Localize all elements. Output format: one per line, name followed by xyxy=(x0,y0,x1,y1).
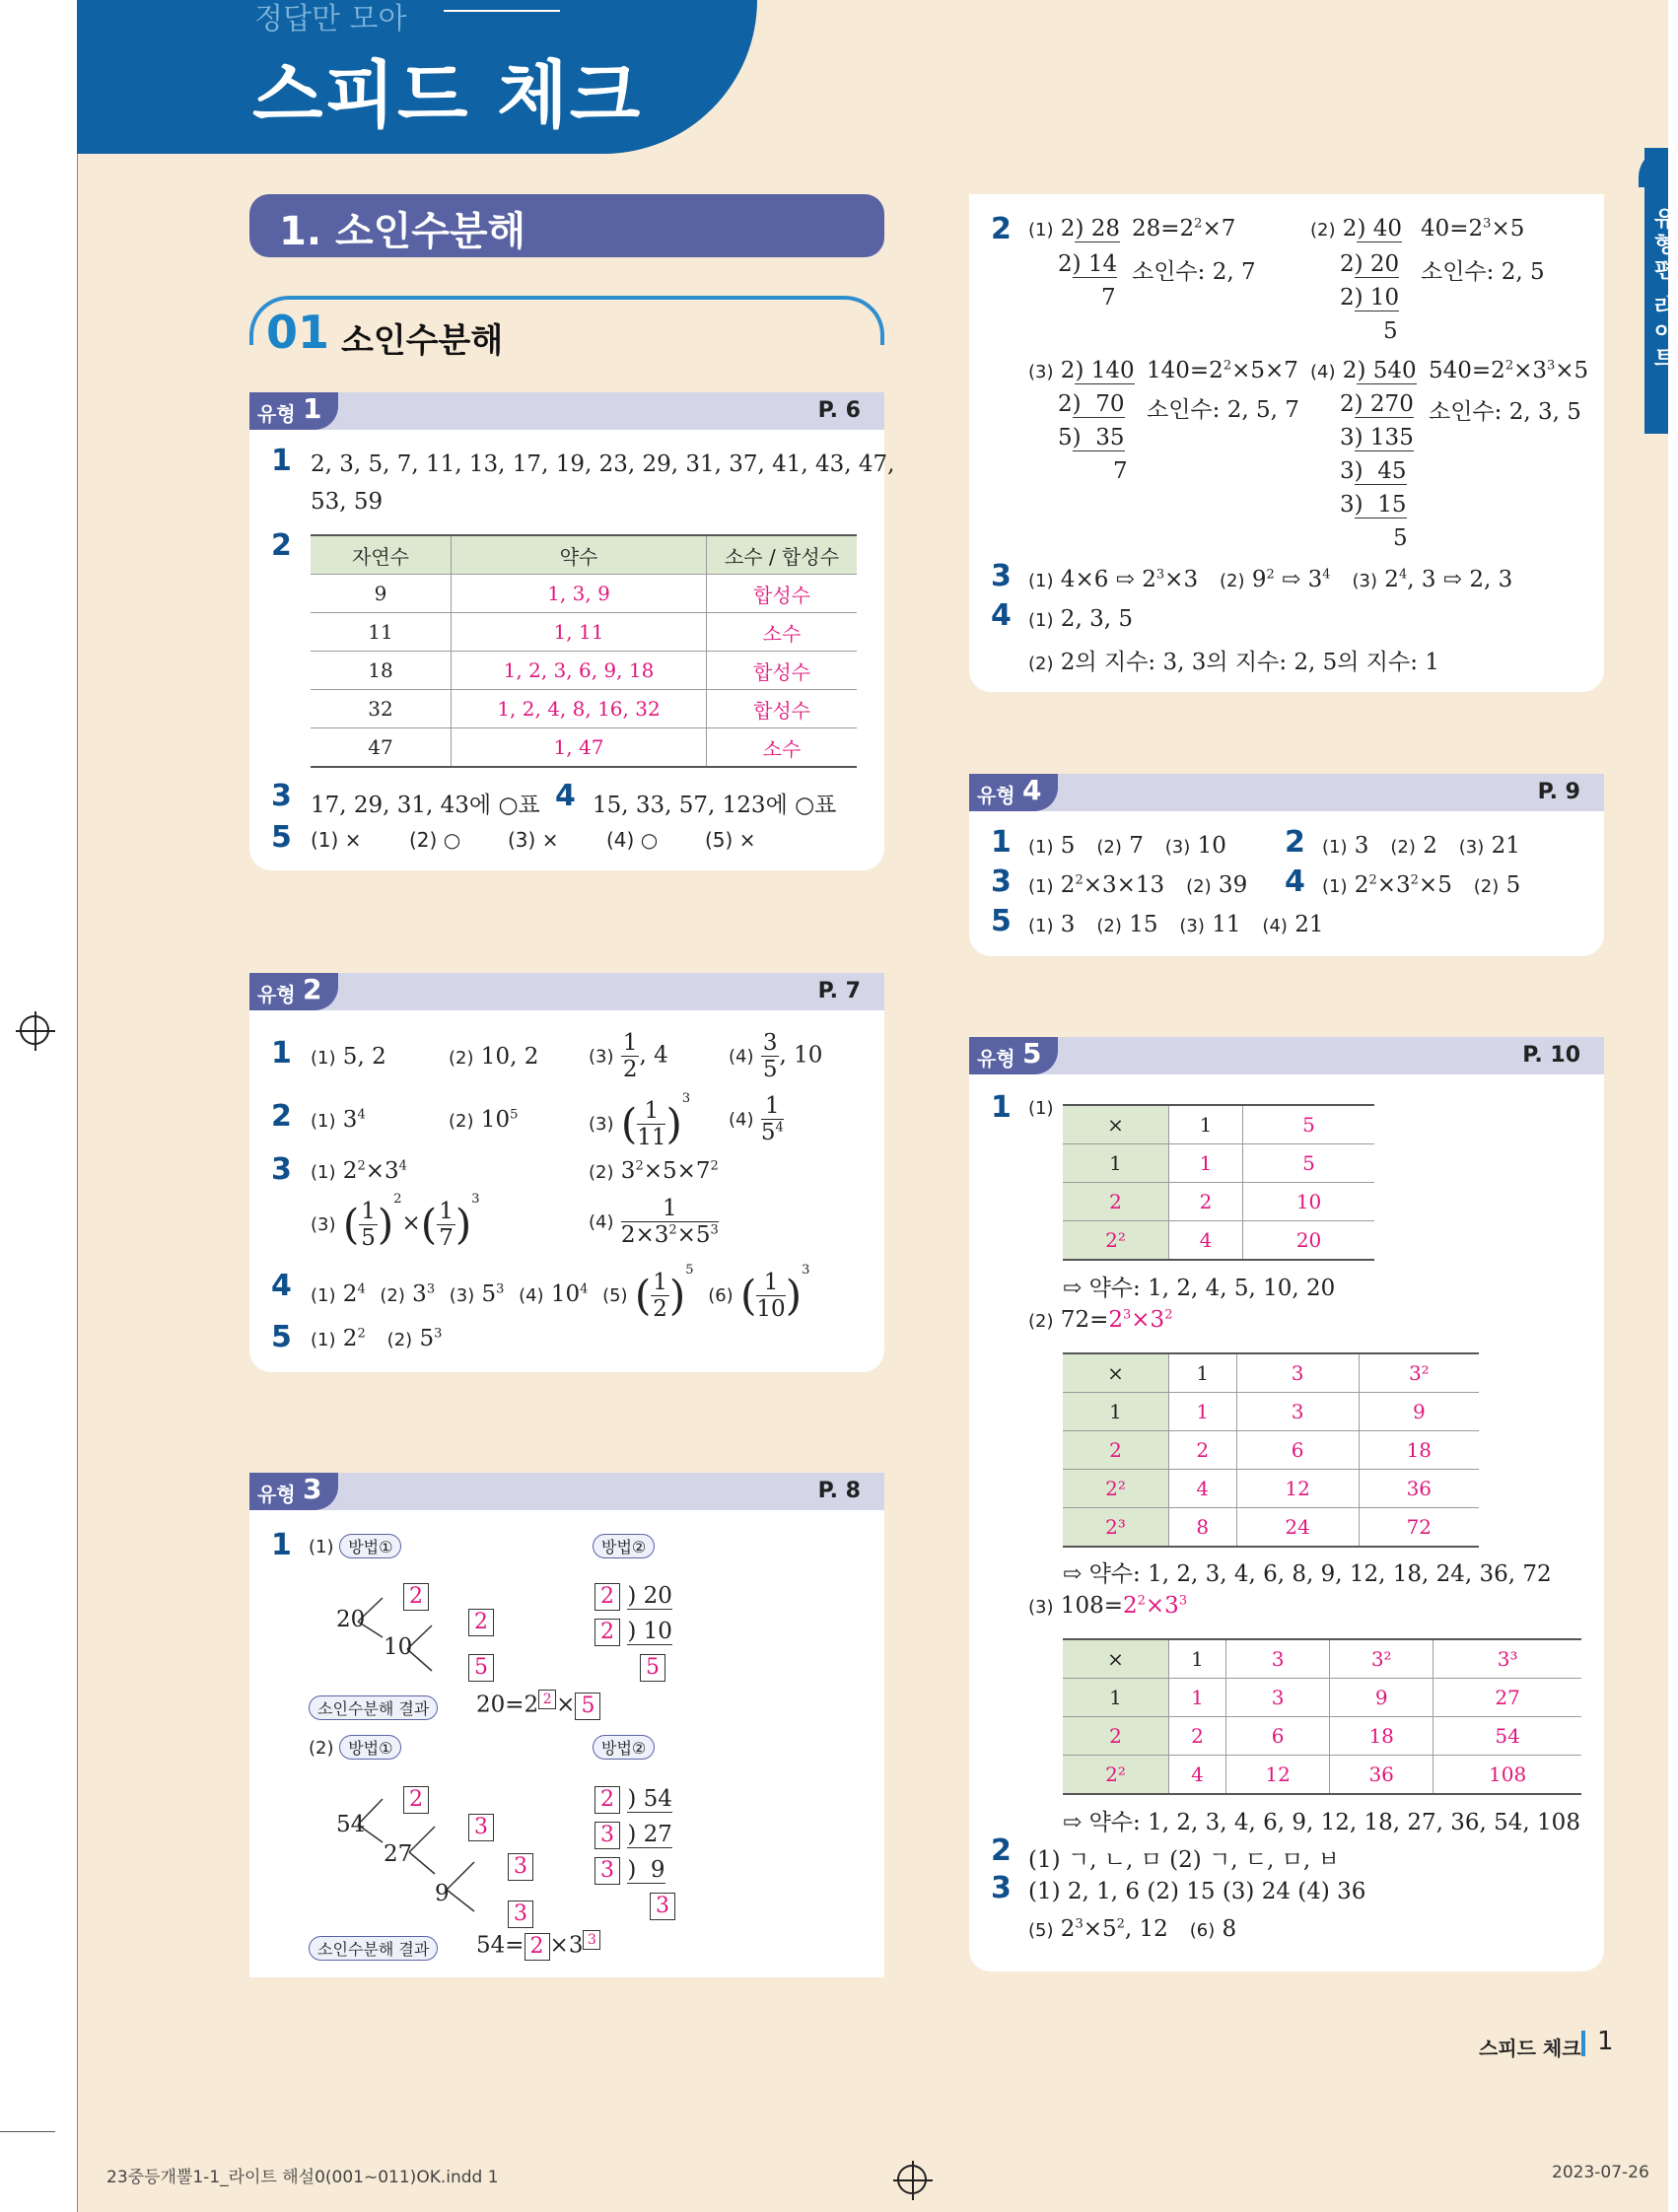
type-2-pill xyxy=(249,973,338,1010)
division-block: 2) 14 xyxy=(1058,251,1118,277)
sub-question: (2) 방법① xyxy=(309,1735,401,1760)
crop-mark xyxy=(0,2131,55,2132)
table-cell: 54 xyxy=(1433,1717,1581,1756)
type-1-pill xyxy=(249,392,338,430)
table-header-cell: 약수 xyxy=(452,535,707,575)
tree-node: 54 xyxy=(336,1812,366,1837)
table-cell: 2 xyxy=(1169,1183,1243,1221)
answer-text: (1) ㄱ, ㄴ, ㅁ (2) ㄱ, ㄷ, ㅁ, ㅂ xyxy=(1028,1847,1340,1873)
answer-text: (1) $2^2$ (2) $5^3$ xyxy=(311,1326,443,1351)
footer-page-number: 1 xyxy=(1597,2027,1614,2056)
answer-text: 2, 3, 5, 7, 11, 13, 17, 19, 23, 29, 31, 37, 41, 43, 47, xyxy=(311,451,895,477)
table-cell: 2² xyxy=(1063,1221,1169,1261)
question-number: 2 xyxy=(1285,825,1305,860)
division-block: 2) 20 xyxy=(1340,251,1400,277)
division-block: 3) 15 xyxy=(1340,492,1407,518)
result-badge: 소인수분해 결과 xyxy=(309,1695,438,1720)
answer-text: 소인수: 2, 3, 5 xyxy=(1429,399,1581,425)
answer-text: (3) ( $\frac{1}{11}$ )$^3$ xyxy=(589,1091,691,1150)
table-header-cell: 5 xyxy=(1243,1105,1374,1144)
question-number: 5 xyxy=(991,904,1012,938)
footer-title: 스피드 체크 xyxy=(1479,2037,1581,2060)
table-header-cell: 1 xyxy=(1169,1639,1226,1679)
answer-text: (4) $\frac{1}{5^4}$ xyxy=(729,1093,784,1145)
table-cell: 1 xyxy=(1063,1393,1169,1431)
tree-leaf: 5 xyxy=(468,1654,494,1682)
question-number: 3 xyxy=(271,1152,292,1187)
type-1-page: P. 6 xyxy=(817,398,861,423)
division-block: (2) 2) 40 xyxy=(1310,216,1403,242)
answer-text: (3) ( $\frac{1}{5}$ )$^2$×( $\frac{1}{7}$ )$^3$ xyxy=(311,1192,480,1251)
type-2-card xyxy=(249,973,884,1372)
table-cell: 3 xyxy=(1236,1393,1359,1431)
question-number: 5 xyxy=(271,820,292,855)
result-line: 54= 2 ×3 $^3$ xyxy=(476,1930,600,1961)
table-row xyxy=(1063,1470,1479,1508)
question-number: 3 xyxy=(991,559,1012,593)
table-cell: 4 xyxy=(1169,1221,1243,1261)
question-number: 2 xyxy=(991,212,1012,246)
division-block: 2) 70 xyxy=(1058,391,1125,417)
table-header-row xyxy=(1063,1105,1374,1144)
answer-text: (2) $3^2\times 5\times 7^2$ xyxy=(589,1158,719,1184)
table-header-cell: 3 xyxy=(1226,1639,1330,1679)
answer-text: (3) × xyxy=(508,828,559,852)
division-step: 3 ) 27 xyxy=(594,1822,672,1849)
type-3-pill xyxy=(249,1473,338,1510)
factor-tree-54 xyxy=(328,1763,585,1941)
table-header-cell: 1 xyxy=(1169,1353,1237,1393)
answer-text: (1) 3 (2) 2 (3) 21 xyxy=(1322,833,1520,859)
method-badge: 방법① xyxy=(339,1735,401,1760)
answer-text: 53, 59 xyxy=(311,489,384,515)
answer-text: (4) ○ xyxy=(606,828,659,852)
division-block: (3) 2) 140 xyxy=(1028,358,1135,383)
division-step: 2 ) 54 xyxy=(594,1786,672,1814)
table-cell: 2² xyxy=(1063,1470,1169,1508)
table-cell: 9 xyxy=(311,575,452,613)
table-row xyxy=(1063,1144,1374,1183)
lesson-number: 01 xyxy=(266,306,330,359)
table-cell: 소수 xyxy=(707,728,858,768)
tree-leaf: 2 xyxy=(403,1786,429,1814)
table-cell: 24 xyxy=(1236,1508,1359,1548)
sub-question: (2) $72=2^3\times 3^2$ xyxy=(1028,1307,1173,1333)
table-row xyxy=(1063,1679,1581,1717)
table-cell: 4 xyxy=(1169,1756,1226,1795)
division-block: 7 xyxy=(1113,458,1128,484)
question-number: 4 xyxy=(555,779,576,813)
method-badge: 방법① xyxy=(339,1534,401,1558)
type-5-bar xyxy=(969,1037,1604,1074)
result-line xyxy=(309,1936,438,1961)
tree-leaf: 2 xyxy=(468,1609,494,1636)
table-row xyxy=(311,575,857,613)
table-cell: 1 xyxy=(1063,1144,1169,1183)
question-number: 2 xyxy=(991,1833,1012,1868)
table-header-cell: 3³ xyxy=(1433,1639,1581,1679)
answer-text: (5) $2^3\times 5^2$, 12 (6) 8 xyxy=(1028,1916,1237,1942)
table-row xyxy=(311,728,857,768)
answer-text: $40=2^3\times 5$ xyxy=(1421,216,1525,242)
answer-text: (1) 2, 1, 6 (2) 15 (3) 24 (4) 36 xyxy=(1028,1879,1366,1904)
header-subtitle-rule xyxy=(444,10,560,12)
table-cell: 1, 11 xyxy=(452,613,707,652)
table-header-row xyxy=(1063,1639,1581,1679)
type-4-page: P. 9 xyxy=(1537,780,1580,804)
answer-text: 15, 33, 57, 123에 ○표 xyxy=(593,793,837,818)
answer-text: (1) 4×6 ⇨ $2^3\times 3$ (2) $9^2$ ⇨ $3^4$ (3) $2^4$, 3 ⇨ 2, 3 xyxy=(1028,567,1513,592)
table-cell: 소수 xyxy=(707,613,858,652)
answer-text: 소인수: 2, 5 xyxy=(1421,259,1545,285)
table-cell: 합성수 xyxy=(707,575,858,613)
division-block: 5 xyxy=(1383,318,1398,344)
answer-text: 소인수: 2, 7 xyxy=(1132,259,1256,285)
question-number: 1 xyxy=(991,1090,1012,1125)
table-cell: 2 xyxy=(1063,1183,1169,1221)
method-badge: 방법② xyxy=(593,1735,655,1760)
table-cell: 1 xyxy=(1063,1679,1169,1717)
type-5-pill xyxy=(969,1037,1058,1074)
table-cell: 2 xyxy=(1169,1717,1226,1756)
table-header-cell: × xyxy=(1063,1105,1169,1144)
table-header-row xyxy=(311,535,857,575)
division-block: (1) 2) 28 xyxy=(1028,216,1121,242)
question-number: 3 xyxy=(991,864,1012,899)
table-cell: 11 xyxy=(311,613,452,652)
table-cell: 5 xyxy=(1243,1144,1374,1183)
type-number: 3 xyxy=(303,1473,322,1505)
division-block: 5 xyxy=(1393,525,1408,551)
answer-text: (3) $\frac{1}{2}$ , 4 xyxy=(589,1030,668,1082)
table-cell: 108 xyxy=(1433,1756,1581,1795)
answer-text: (1) $2^2\times 3^4$ xyxy=(311,1158,407,1184)
answer-text: ⇨ 약수: 1, 2, 3, 4, 6, 8, 9, 12, 18, 24, 36, 72 xyxy=(1063,1561,1552,1587)
table-row xyxy=(311,613,857,652)
result-line xyxy=(309,1695,438,1720)
answer-text: (2) 10, 2 xyxy=(449,1044,539,1070)
table-cell: 9 xyxy=(1330,1679,1433,1717)
answer-text: 17, 29, 31, 43에 ○표 xyxy=(311,793,540,818)
side-tab-label: 유형편 라이트 xyxy=(1650,207,1675,373)
table-cell: 2 xyxy=(1063,1717,1169,1756)
division-block: 2) 10 xyxy=(1340,285,1400,311)
table-cell: 18 xyxy=(1359,1431,1479,1470)
tree-leaf: 3 xyxy=(468,1814,494,1841)
table-cell: 2 xyxy=(1169,1431,1237,1470)
table-cell: 6 xyxy=(1226,1717,1330,1756)
type-2-bar xyxy=(249,973,884,1010)
type-number: 4 xyxy=(1022,774,1042,806)
sub-question: (1) 방법① xyxy=(309,1534,401,1558)
chapter-heading xyxy=(249,194,884,257)
answer-text: ⇨ 약수: 1, 2, 3, 4, 6, 9, 12, 18, 27, 36, 54, 108 xyxy=(1063,1810,1580,1835)
answer-text: $140=2^2\times 5\times 7$ xyxy=(1147,358,1298,383)
answer-text: (4) $\frac{3}{5}$ , 10 xyxy=(729,1030,823,1082)
type-3-card xyxy=(249,1473,884,1977)
type-1-continued-card xyxy=(969,194,1604,692)
table-header-row xyxy=(1063,1353,1479,1393)
division-block: 3) 45 xyxy=(1340,458,1407,484)
table-row xyxy=(1063,1183,1374,1221)
table-header-cell: 1 xyxy=(1169,1105,1243,1144)
table-row xyxy=(311,652,857,690)
table-cell: 1, 2, 3, 6, 9, 18 xyxy=(452,652,707,690)
table-header-cell: 3² xyxy=(1330,1639,1433,1679)
type-3-page: P. 8 xyxy=(817,1479,861,1503)
type-5-page: P. 10 xyxy=(1522,1043,1580,1068)
division-block: 7 xyxy=(1101,285,1116,311)
table-cell: 36 xyxy=(1359,1470,1479,1508)
answer-text: (1) 3 (2) 15 (3) 11 (4) 21 xyxy=(1028,912,1324,937)
table-row xyxy=(1063,1431,1479,1470)
table-cell: 8 xyxy=(1169,1508,1237,1548)
table-cell: 합성수 xyxy=(707,652,858,690)
table-header-cell: × xyxy=(1063,1639,1169,1679)
table-cell: 2 xyxy=(1063,1431,1169,1470)
type-label: 유형 xyxy=(257,1483,296,1506)
question-number: 3 xyxy=(271,779,292,813)
slug-file: 23중등개뿔1-1_라이트 해설0(001~011)OK.indd 1 xyxy=(106,2168,499,2187)
tree-leaf: 3 xyxy=(508,1853,533,1881)
question-number: 1 xyxy=(271,1528,292,1562)
page-title: 스피드 체크 xyxy=(252,53,643,138)
answer-text: (1) $2^2\times 3\times 13$ (2) 39 xyxy=(1028,872,1248,898)
sub-question xyxy=(593,1735,655,1760)
type-4-bar xyxy=(969,774,1604,811)
table-cell: 1 xyxy=(1169,1393,1237,1431)
table-cell: 27 xyxy=(1433,1679,1581,1717)
table-cell: 합성수 xyxy=(707,690,858,728)
lesson-title: 소인수분해 xyxy=(341,321,504,361)
table-cell: 20 xyxy=(1243,1221,1374,1261)
division-block: 3) 135 xyxy=(1340,425,1414,450)
answer-text: (5) × xyxy=(705,828,756,852)
type-5-card xyxy=(969,1037,1604,1971)
answer-text: (1) 5, 2 xyxy=(311,1044,386,1070)
sub-question: (3) $108=2^2\times 3^3$ xyxy=(1028,1593,1188,1619)
type-number: 1 xyxy=(303,392,322,425)
table-header-cell: 소수 / 합성수 xyxy=(707,535,858,575)
question-number: 2 xyxy=(271,1099,292,1134)
table-header-cell: 3² xyxy=(1359,1353,1479,1393)
division-step: 3 ) 9 xyxy=(594,1857,665,1885)
tree-node: 20 xyxy=(336,1607,366,1632)
table-cell: 18 xyxy=(1330,1717,1433,1756)
table-header-cell: 3 xyxy=(1236,1353,1359,1393)
type-label: 유형 xyxy=(977,784,1015,807)
table-row xyxy=(1063,1221,1374,1261)
type-3-bar xyxy=(249,1473,884,1510)
answer-text: 소인수: 2, 5, 7 xyxy=(1147,397,1299,423)
question-number: 5 xyxy=(271,1320,292,1354)
table-cell: 18 xyxy=(311,652,452,690)
table-cell: 1 xyxy=(1169,1679,1226,1717)
sub-question: (1) xyxy=(1028,1098,1054,1119)
question-number: 4 xyxy=(991,598,1012,633)
divisor-table-20 xyxy=(1063,1104,1374,1261)
division-block: 5) 35 xyxy=(1058,425,1125,450)
question-number: 1 xyxy=(991,825,1012,860)
footer-separator xyxy=(1581,2031,1585,2056)
header-subtitle: 정답만 모아 xyxy=(254,2,407,36)
division-step: 3 xyxy=(650,1893,675,1920)
method-badge: 방법② xyxy=(593,1534,655,1558)
division-block: (4) 2) 540 xyxy=(1310,358,1417,383)
answer-text: (2) ○ xyxy=(409,828,461,852)
answer-text: (1) $2^2\times 3^2\times 5$ (2) 5 xyxy=(1322,872,1521,898)
result-line: 20=2 $^2$ × 5 xyxy=(476,1690,600,1720)
division-step: 5 xyxy=(640,1654,665,1682)
table-cell: 3 xyxy=(1226,1679,1330,1717)
table-cell: 2³ xyxy=(1063,1508,1169,1548)
divisor-table-72 xyxy=(1063,1352,1479,1548)
type-label: 유형 xyxy=(977,1047,1015,1071)
registration-mark-icon xyxy=(897,2165,927,2194)
table-row xyxy=(1063,1508,1479,1548)
answer-text: (1) 2, 3, 5 xyxy=(1028,606,1133,632)
slug-date: 2023-07-26 xyxy=(1552,2163,1649,2182)
result-badge: 소인수분해 결과 xyxy=(309,1936,438,1961)
type-number: 5 xyxy=(1022,1037,1042,1070)
type-4-pill xyxy=(969,774,1058,811)
division-block: 2) 270 xyxy=(1340,391,1414,417)
trim-line xyxy=(77,0,78,2212)
tree-node: 9 xyxy=(435,1881,450,1906)
division-step: 2 ) 10 xyxy=(594,1619,672,1646)
sub-question xyxy=(593,1534,655,1558)
table-cell: 1, 2, 4, 8, 16, 32 xyxy=(452,690,707,728)
table-cell: 9 xyxy=(1359,1393,1479,1431)
type-label: 유형 xyxy=(257,402,296,426)
question-number: 4 xyxy=(1285,864,1305,899)
answer-text: $540=2^2\times 3^3\times 5$ xyxy=(1429,358,1589,383)
type-1-card xyxy=(249,392,895,870)
table-row xyxy=(1063,1393,1479,1431)
table-cell: 1, 3, 9 xyxy=(452,575,707,613)
table-cell: 72 xyxy=(1359,1508,1479,1548)
answer-text: (1) × xyxy=(311,828,362,852)
chapter-title: 1. 소인수분해 xyxy=(279,209,526,254)
tree-leaf: 2 xyxy=(403,1583,429,1611)
table-row xyxy=(311,690,857,728)
question-number: 1 xyxy=(271,1036,292,1071)
answer-text: $28=2^2\times 7$ xyxy=(1132,216,1236,242)
tree-node: 27 xyxy=(384,1841,413,1867)
tree-leaf: 3 xyxy=(508,1901,533,1928)
table-cell: 10 xyxy=(1243,1183,1374,1221)
registration-mark-icon xyxy=(20,1015,49,1045)
question-number: 3 xyxy=(991,1871,1012,1905)
table-row xyxy=(1063,1756,1581,1795)
divisor-table xyxy=(311,534,857,768)
answer-text: (1) 5 (2) 7 (3) 10 xyxy=(1028,833,1226,859)
table-cell: 12 xyxy=(1226,1756,1330,1795)
answer-text: (4) $\frac{1}{2\times 3^2\times 5^3}$ xyxy=(589,1196,719,1248)
type-4-card xyxy=(969,774,1604,956)
type-number: 2 xyxy=(303,973,322,1005)
table-cell: 2² xyxy=(1063,1756,1169,1795)
answer-text: (2) $10^5$ xyxy=(449,1107,519,1133)
table-cell: 4 xyxy=(1169,1470,1237,1508)
answer-text: (1) $3^4$ xyxy=(311,1107,366,1133)
answer-text: ⇨ 약수: 1, 2, 4, 5, 10, 20 xyxy=(1063,1276,1336,1301)
table-cell: 36 xyxy=(1330,1756,1433,1795)
answer-text: (2) 2의 지수: 3, 3의 지수: 2, 5의 지수: 1 xyxy=(1028,650,1439,675)
question-number: 2 xyxy=(271,528,292,563)
table-cell: 12 xyxy=(1236,1470,1359,1508)
table-cell: 47 xyxy=(311,728,452,768)
divisor-table-108 xyxy=(1063,1638,1581,1795)
division-step: 2 ) 20 xyxy=(594,1583,672,1611)
question-number: 1 xyxy=(271,444,292,478)
type-1-bar xyxy=(249,392,884,430)
table-cell: 1 xyxy=(1169,1144,1243,1183)
table-header-cell: 자연수 xyxy=(311,535,452,575)
type-2-page: P. 7 xyxy=(817,979,861,1003)
tree-node: 10 xyxy=(384,1634,413,1660)
table-header-cell: × xyxy=(1063,1353,1169,1393)
table-cell: 6 xyxy=(1236,1431,1359,1470)
type-label: 유형 xyxy=(257,983,296,1006)
question-number: 4 xyxy=(271,1269,292,1303)
table-row xyxy=(1063,1717,1581,1756)
table-cell: 1, 47 xyxy=(452,728,707,768)
answer-text: (1) $2^4$ (2) $3^3$ (3) $5^3$ (4) $10^4$ (5) ( $\frac{1}{2}$ )$^5$ (6) ( $\frac{1}{10}$ )$^3$ xyxy=(311,1263,810,1322)
table-cell: 32 xyxy=(311,690,452,728)
